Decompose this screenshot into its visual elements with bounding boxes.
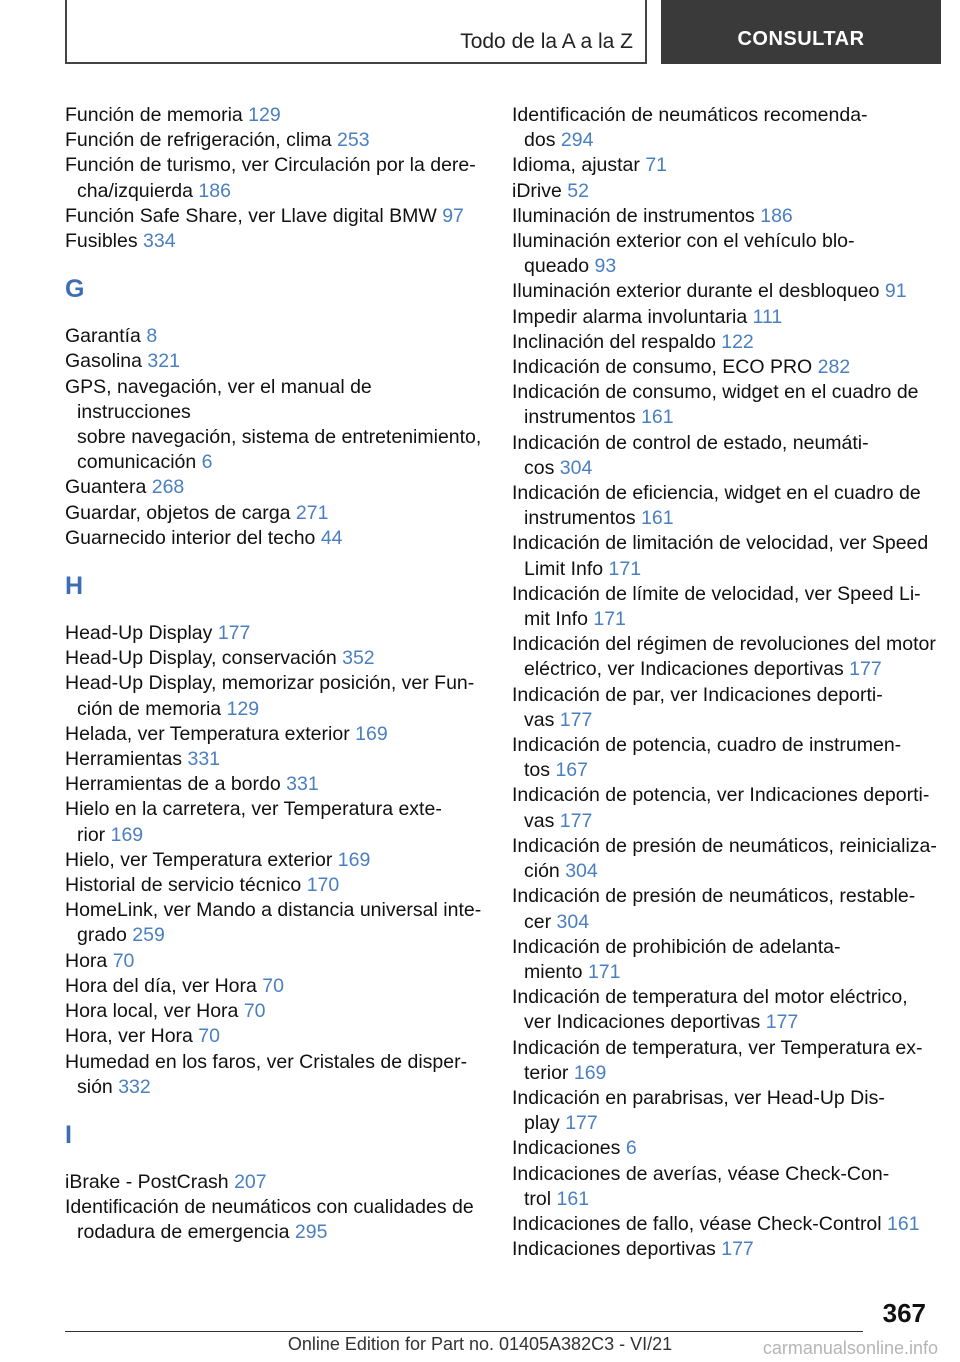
page-reference-link[interactable]: 167: [555, 759, 588, 782]
entry-text: grado: [77, 924, 127, 947]
index-entry: [512, 279, 942, 304]
entry-text: HomeLink, ver Mando a distancia universal inte-: [65, 899, 482, 922]
index-entry: [512, 783, 942, 833]
page-number: 367: [882, 1298, 926, 1328]
entry-text: Helada, ver Temperatura exterior: [65, 722, 350, 745]
entry-text: Impedir alarma involuntaria: [512, 305, 748, 328]
page-reference-link[interactable]: 177: [559, 708, 593, 731]
entry-text: Indicación del régimen de revoluciones del motor: [512, 633, 936, 656]
page-reference-link[interactable]: 169: [573, 1061, 607, 1084]
entry-text: Función de refrigeración, clima: [65, 129, 332, 152]
footer-edition: Online Edition for Part no. 01405A382C3 - VI/21: [287, 1334, 673, 1354]
page-reference-link[interactable]: 295: [294, 1221, 328, 1244]
page-reference-link[interactable]: 71: [645, 154, 668, 177]
page-reference-link[interactable]: 169: [110, 823, 144, 846]
page-reference-link[interactable]: 70: [262, 974, 284, 997]
index-entry: [65, 349, 485, 374]
header-box: [65, 0, 647, 64]
entry-text: Función de turismo, ver Circulación por la dere-: [65, 154, 476, 177]
footer-divider: [65, 1331, 863, 1332]
entry-text: ción: [524, 860, 560, 883]
page-reference-link[interactable]: 334: [143, 230, 176, 253]
entry-text: instrumentos: [524, 507, 636, 530]
index-entry: [512, 1212, 942, 1237]
entry-text: Guardar, objetos de carga: [65, 501, 291, 524]
section-title: Todo de la A a la Z: [460, 30, 633, 53]
page-reference-link[interactable]: 253: [337, 129, 370, 152]
page-reference-link[interactable]: 186: [198, 179, 231, 202]
page-reference-link[interactable]: 177: [849, 658, 882, 681]
entry-text: instrumentos: [524, 406, 636, 429]
entry-text: cer: [524, 910, 552, 933]
entry-text: queado: [524, 255, 590, 278]
entry-text: Indicación de prohibición de adelanta-: [512, 935, 841, 958]
entry-text: Head-Up Display, memorizar posición, ver Fun-: [65, 672, 475, 695]
index-entry: [65, 1050, 485, 1100]
page-reference-link[interactable]: 111: [752, 305, 783, 328]
page-reference-link[interactable]: 97: [442, 204, 464, 227]
entry-text: Guarnecido interior del techo: [65, 526, 316, 549]
index-entry: [65, 475, 485, 500]
index-entry: [512, 431, 942, 481]
page-reference-link[interactable]: 169: [355, 722, 388, 745]
index-entry: [512, 355, 942, 380]
page-reference-link[interactable]: 259: [132, 924, 165, 947]
index-entry: [512, 204, 942, 229]
entry-text: Iluminación exterior durante el desbloqueo: [512, 280, 880, 303]
page-reference-link[interactable]: 294: [560, 129, 594, 152]
entry-text: Indicación de presión de neumáticos, reinicializa-: [512, 834, 937, 857]
index-entry: [65, 621, 485, 646]
index-entry: [65, 747, 485, 772]
entry-text: Hora, ver Hora: [65, 1025, 193, 1048]
entry-text: dos: [524, 129, 556, 152]
index-entry: [65, 646, 485, 671]
entry-text: Humedad en los faros, ver Cristales de disper-: [65, 1050, 468, 1073]
index-entry: [65, 1195, 485, 1245]
entry-text: Indicación de eficiencia, widget en el cuadro de: [512, 482, 921, 505]
entry-text: Head-Up Display: [65, 622, 213, 645]
entry-text: Garantía: [65, 325, 141, 348]
page-reference-link[interactable]: 331: [286, 773, 319, 796]
consult-tab[interactable]: CONSULTAR: [661, 0, 941, 64]
index-entry: [512, 103, 942, 153]
index-entry: [65, 526, 485, 551]
entry-text: eléctrico, ver Indicaciones deportivas: [524, 658, 844, 681]
entry-text: Historial de servicio técnico: [65, 874, 302, 897]
index-entry: [512, 834, 942, 884]
entry-text: Indicaciones de averías, véase Check-Con-: [512, 1162, 890, 1185]
page-reference-link[interactable]: 161: [641, 406, 674, 429]
entry-text: Función Safe Share, ver Llave digital BMW: [65, 204, 437, 227]
section-letter: G: [65, 275, 85, 304]
entry-text: Hora: [65, 949, 108, 972]
index-entry: [65, 1024, 485, 1049]
index-entry: [512, 229, 942, 279]
index-entry: [512, 1136, 942, 1161]
page-reference-link[interactable]: 93: [594, 255, 617, 278]
entry-text: Head-Up Display, conservación: [65, 647, 337, 670]
page-reference-link[interactable]: 6: [625, 1137, 637, 1160]
page-reference-link[interactable]: 161: [887, 1212, 920, 1235]
index-entry: [512, 531, 942, 581]
index-entry: [512, 305, 942, 330]
page-reference-link[interactable]: 91: [884, 280, 907, 303]
page-reference-link[interactable]: 352: [342, 647, 375, 670]
index-entry: [512, 1237, 942, 1262]
index-entry: [65, 873, 485, 898]
index-entry: [512, 1162, 942, 1212]
entry-text: ver Indicaciones deportivas: [524, 1011, 761, 1034]
page-reference-link[interactable]: 129: [226, 697, 260, 720]
entry-text: tos: [524, 759, 551, 782]
index-entry: [65, 204, 485, 229]
entry-text: comunicación: [77, 451, 197, 474]
page-reference-link[interactable]: 170: [306, 874, 340, 897]
index-entry: [65, 999, 485, 1024]
page-reference-link[interactable]: 177: [559, 809, 593, 832]
entry-text: Indicación de presión de neumáticos, restable-: [512, 885, 916, 908]
entry-text: iBrake - PostCrash: [65, 1170, 229, 1193]
page-reference-link[interactable]: 304: [556, 910, 590, 933]
entry-text: vas: [524, 809, 555, 832]
entry-text: Fusibles: [65, 230, 138, 253]
entry-text: Indicación de consumo, ECO PRO: [512, 356, 813, 379]
entry-text: Iluminación de instrumentos: [512, 204, 755, 227]
index-entry: [65, 103, 485, 128]
index-entry: [512, 153, 942, 178]
entry-text: Indicación de control de estado, neumáti-: [512, 431, 869, 454]
page-reference-link[interactable]: 70: [198, 1025, 220, 1048]
page-reference-link[interactable]: 161: [556, 1187, 590, 1210]
index-entry: [65, 898, 485, 948]
index-entry: [512, 1086, 942, 1136]
entry-text: Indicación en parabrisas, ver Head-Up Dis-: [512, 1086, 885, 1109]
page-reference-link[interactable]: 207: [234, 1170, 267, 1193]
index-entry: [65, 797, 485, 847]
entry-text: Inclinación del respaldo: [512, 330, 716, 353]
entry-text: vas: [524, 708, 555, 731]
entry-text: Indicación de consumo, widget en el cuadro de: [512, 381, 919, 404]
index-entry: [65, 501, 485, 526]
entry-text: cos: [524, 456, 555, 479]
entry-text: Indicación de limitación de velocidad, ver Speed: [512, 532, 929, 555]
entry-text: Indicación de potencia, ver Indicaciones deporti-: [512, 784, 930, 807]
page-reference-link[interactable]: 129: [248, 104, 281, 126]
page-reference-link[interactable]: 321: [147, 350, 180, 373]
entry-text: mit Info: [524, 608, 588, 631]
entry-text: Hora del día, ver Hora: [65, 974, 257, 997]
page-reference-link[interactable]: 304: [565, 860, 598, 883]
entry-text: iDrive: [512, 179, 562, 202]
page-reference-link[interactable]: 332: [118, 1075, 151, 1098]
entry-text: terior: [524, 1061, 569, 1084]
page-reference-link[interactable]: 70: [243, 1000, 266, 1023]
page-reference-link[interactable]: 177: [765, 1011, 799, 1034]
index-entry: [65, 671, 485, 721]
entry-text: GPS, navegación, ver el manual de instrucciones: [65, 375, 372, 423]
section-letter: I: [65, 1120, 72, 1149]
page-reference-link[interactable]: 169: [337, 848, 371, 871]
index-entry: [512, 380, 942, 430]
entry-text: Identificación de neumáticos con cualidades de: [65, 1196, 474, 1219]
entry-text: ción de memoria: [77, 697, 222, 720]
index-entry: [65, 375, 485, 476]
entry-text: Indicaciones: [512, 1137, 621, 1160]
entry-text: Idioma, ajustar: [512, 154, 640, 177]
entry-text: rodadura de emergencia: [77, 1221, 290, 1244]
entry-text: Limit Info: [524, 557, 604, 580]
index-entry: [65, 949, 485, 974]
page-reference-link[interactable]: 177: [721, 1238, 754, 1261]
index-column-right: [512, 103, 942, 1262]
entry-text: Indicaciones de fallo, véase Check-Control: [512, 1212, 882, 1235]
page-reference-link[interactable]: 268: [151, 476, 185, 499]
index-entry: [512, 481, 942, 531]
page-reference-link[interactable]: 177: [217, 622, 251, 645]
index-entry: [512, 632, 942, 682]
index-entry: [65, 974, 485, 999]
entry-text: Hielo en la carretera, ver Temperatura exte-: [65, 798, 442, 821]
entry-text: rior: [77, 823, 106, 846]
entry-text: trol: [524, 1187, 552, 1210]
entry-text: Indicaciones deportivas: [512, 1238, 716, 1261]
index-entry: [65, 1170, 485, 1195]
page-reference-link[interactable]: 331: [187, 748, 221, 771]
entry-text: Indicación de potencia, cuadro de instrumen-: [512, 734, 902, 757]
entry-text: Indicación de par, ver Indicaciones deporti-: [512, 683, 883, 706]
page-reference-link[interactable]: 8: [146, 325, 158, 348]
index-entry: [512, 582, 942, 632]
entry-text: play: [524, 1112, 560, 1135]
index-entry: [65, 153, 485, 203]
index-entry: [512, 935, 942, 985]
index-entry: [512, 733, 942, 783]
index-entry: [512, 884, 942, 934]
page-reference-link[interactable]: 171: [593, 608, 626, 631]
index-entry: [65, 128, 485, 153]
index-entry: [512, 330, 942, 355]
index-entry: [65, 229, 485, 254]
entry-text: Gasolina: [65, 350, 142, 373]
entry-text: Indicación de temperatura, ver Temperatura ex-: [512, 1036, 923, 1059]
entry-text: Hielo, ver Temperatura exterior: [65, 848, 333, 871]
entry-text: Iluminación exterior con el vehículo blo-: [512, 230, 855, 253]
page-reference-link[interactable]: 52: [567, 179, 589, 202]
page-reference-link[interactable]: 177: [565, 1112, 598, 1135]
entry-text: Guantera: [65, 476, 147, 499]
entry-text: Hora local, ver Hora: [65, 1000, 239, 1023]
page-reference-link[interactable]: 44: [320, 526, 343, 549]
entry-text: Identificación de neumáticos recomenda-: [512, 104, 868, 126]
page-reference-link[interactable]: 271: [295, 501, 329, 524]
index-entry: [512, 179, 942, 204]
index-entry: [65, 772, 485, 797]
page-reference-link[interactable]: 186: [760, 204, 793, 227]
entry-text: miento: [524, 960, 583, 983]
page-reference-link[interactable]: 161: [641, 507, 674, 530]
index-column-left: [65, 103, 485, 1246]
page-reference-link[interactable]: 6: [201, 451, 213, 474]
index-entry: [512, 985, 942, 1035]
entry-text: Herramientas de a bordo: [65, 773, 281, 796]
entry-text: Indicación de límite de velocidad, ver Speed Li-: [512, 582, 921, 605]
entry-text: Indicación de temperatura del motor eléctrico,: [512, 986, 908, 1009]
index-entry: [512, 683, 942, 733]
entry-text: sión: [77, 1075, 113, 1098]
index-entry: [512, 1036, 942, 1086]
page-reference-link[interactable]: 70: [112, 949, 135, 972]
index-entry: [65, 324, 485, 349]
entry-text: Función de memoria: [65, 104, 243, 126]
page-reference-link[interactable]: 171: [608, 557, 642, 580]
index-entry: [65, 848, 485, 873]
page-reference-link[interactable]: 122: [721, 330, 754, 353]
index-entry: [65, 722, 485, 747]
entry-text: cha/izquierda: [77, 179, 193, 202]
page-reference-link[interactable]: 304: [559, 456, 593, 479]
page-reference-link[interactable]: 282: [817, 356, 851, 379]
section-letter: H: [65, 572, 84, 601]
watermark: carmanualsonline.info: [762, 1338, 938, 1358]
entry-text: sobre navegación, sistema de entretenimiento,: [77, 426, 482, 449]
entry-text: Herramientas: [65, 748, 183, 771]
page-reference-link[interactable]: 171: [587, 960, 621, 983]
